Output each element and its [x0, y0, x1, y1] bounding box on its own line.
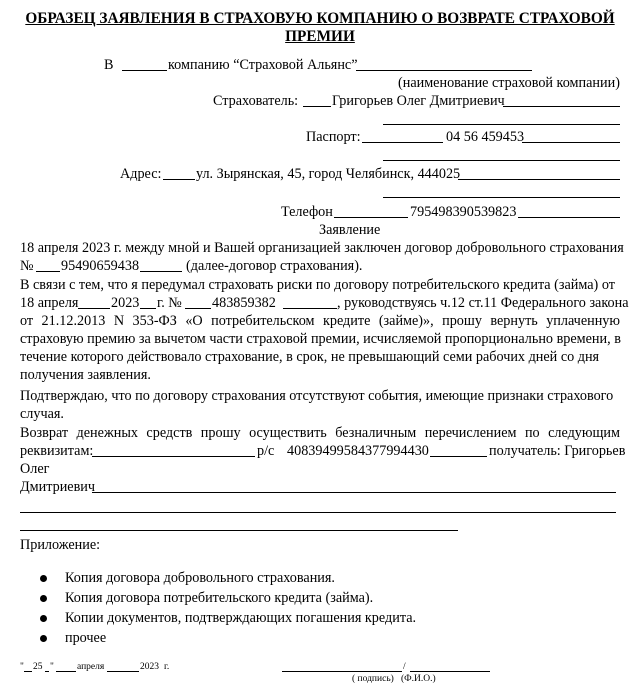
- para2-line3: от 21.12.2013 N 353-ФЗ «О потребительском кредите (займе)», прошу вернуть уплаченную: [20, 313, 620, 329]
- para2-date-rule: [78, 308, 110, 309]
- list-item: [40, 568, 416, 588]
- address-extra-rule: [383, 197, 620, 198]
- recipient-name2: Дмитриевич: [20, 479, 96, 495]
- phone-value: 795498390539823: [410, 204, 517, 220]
- address-tail-rule: [458, 179, 620, 180]
- recipient-text: получатель: Григорьев: [489, 443, 626, 459]
- statement-heading: Заявление: [319, 222, 381, 238]
- bullet-icon: [40, 615, 47, 622]
- para2-rest: , руководствуясь ч.12 ст.11 Федерального закона: [337, 295, 629, 311]
- para4-line1: Возврат денежных средств прошу осуществить безналичным перечислением по следующим: [20, 425, 620, 441]
- signature-hint: ( подпись) (Ф.И.О.): [352, 674, 436, 684]
- attachments-heading: Приложение:: [20, 537, 101, 553]
- list-item: [40, 588, 416, 608]
- account-tail-rule: [430, 456, 487, 457]
- signature-rule: [282, 671, 402, 672]
- attachment-item: Копии документов, подтверждающих погашения кредита.: [65, 610, 417, 626]
- attachments-list: [40, 568, 416, 648]
- para2-year: 2023: [111, 295, 140, 311]
- contract-number: 95490659438: [61, 258, 140, 274]
- name-rule: [410, 671, 490, 672]
- recipient-name1: Олег: [20, 461, 50, 477]
- phone-tail-rule: [518, 217, 620, 218]
- day-tail-rule: [45, 671, 49, 672]
- date-g: г.: [164, 662, 170, 672]
- requisites-rule: [92, 456, 255, 457]
- list-item: [40, 608, 416, 628]
- insured-value: Григорьев Олег Дмитриевич: [332, 93, 505, 109]
- company-name: компанию “Страховой Альянс”: [168, 57, 358, 73]
- account-label: р/с: [257, 443, 275, 459]
- insured-lead-rule: [303, 106, 331, 107]
- date-day: 25: [33, 662, 43, 672]
- insured-tail-rule: [503, 106, 620, 107]
- loan-contract-number: 483859382: [212, 295, 276, 311]
- company-blank-rule: [122, 70, 167, 71]
- bullet-icon: [40, 575, 47, 582]
- list-item: [40, 628, 416, 648]
- passport-lead-rule: [362, 142, 443, 143]
- para3-line2: случая.: [20, 406, 64, 422]
- attachment-item: прочее: [65, 630, 107, 646]
- para1-tail: (далее-договор страхования).: [186, 258, 363, 274]
- passport-tail-rule: [522, 142, 620, 143]
- recipient-rule-3: [20, 530, 458, 531]
- para2-number-lead-rule: [185, 308, 211, 309]
- para2-g: г. №: [157, 295, 182, 311]
- para2-line4: страховую премию за вычетом части страховой премии, исчисляемой пропорционально времени, в: [20, 331, 621, 347]
- day-lead-rule: [24, 671, 32, 672]
- insured-extra-rule: [383, 124, 620, 125]
- contract-tail-rule: [140, 271, 182, 272]
- address-lead-rule: [163, 179, 195, 180]
- account-number: 40839499584377994430: [287, 443, 429, 459]
- date-month: апреля: [77, 662, 105, 672]
- address-label: Адрес:: [120, 166, 162, 182]
- bullet-icon: [40, 595, 47, 602]
- month-lead-rule: [56, 671, 76, 672]
- signature-slash: /: [403, 662, 406, 672]
- passport-extra-rule: [383, 160, 620, 161]
- company-hint: (наименование страховой компании): [398, 75, 620, 91]
- para1-no: №: [20, 258, 34, 274]
- phone-lead-rule: [334, 217, 408, 218]
- attachment-item: Копия договора добровольного страхования.: [65, 570, 335, 586]
- para2-year-rule: [140, 308, 156, 309]
- document-title: ОБРАЗЕЦ ЗАЯВЛЕНИЯ В СТРАХОВУЮ КОМПАНИЮ О ВОЗВРАТЕ СТРАХОВОЙ ПРЕМИИ: [25, 10, 615, 45]
- para1-line1: 18 апреля 2023 г. между мной и Вашей организацией заключен договор добровольного страхования: [20, 240, 624, 256]
- para2-line6: получения заявления.: [20, 367, 151, 383]
- requisites-label: реквизитам:: [20, 443, 94, 459]
- insured-label: Страхователь:: [213, 93, 299, 109]
- bullet-icon: [40, 635, 47, 642]
- month-tail-rule: [107, 671, 139, 672]
- recipient-rule-1: [92, 492, 616, 493]
- company-tail-rule: [356, 70, 532, 71]
- company-prefix: В: [104, 57, 114, 73]
- para2-line1: В связи с тем, что я передумал страховать риски по договору потребительского кредита (займа) от: [20, 277, 615, 293]
- passport-label: Паспорт:: [306, 129, 361, 145]
- date-year: 2023: [140, 662, 159, 672]
- date-quote-open: ": [20, 662, 24, 672]
- para2-line5: течение которого действовало страхование, в срок, не превышающий семи рабочих дней со дня: [20, 349, 600, 365]
- passport-value: 04 56 459453: [446, 129, 525, 145]
- recipient-rule-2: [20, 512, 616, 513]
- date-quote-close: ": [50, 662, 54, 672]
- para2-date: 18 апреля: [20, 295, 79, 311]
- address-value: ул. Зырянская, 45, город Челябинск, 444025: [196, 166, 461, 182]
- para3-line1: Подтверждаю, что по договору страхования отсутствуют события, имеющие признаки страхового: [20, 388, 614, 404]
- phone-label: Телефон: [281, 204, 333, 220]
- contract-lead-rule: [36, 271, 60, 272]
- attachment-item: Копия договора потребительского кредита (займа).: [65, 590, 374, 606]
- para2-number-tail-rule: [283, 308, 337, 309]
